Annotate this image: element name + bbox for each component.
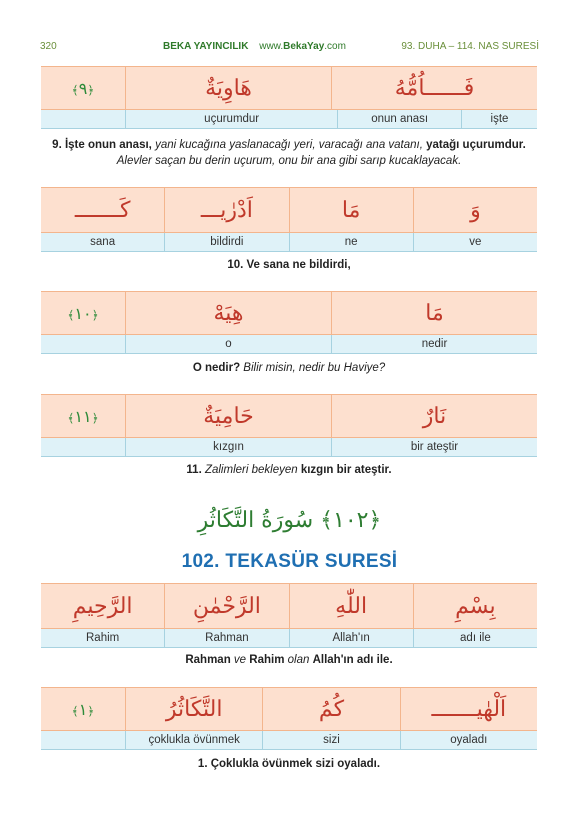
sura-title: 102. TEKASÜR SURESİ [181, 551, 398, 572]
translation-cell: bir ateştir [331, 438, 537, 456]
publisher-info [120, 41, 389, 52]
translation-cell: kızgın [125, 438, 331, 456]
verse-9-table [41, 66, 537, 129]
verse-number-cell [41, 292, 125, 334]
translation-cell: bildirdi [164, 233, 288, 251]
caption-run: Zalimleri bekleyen [201, 464, 301, 476]
translation-cell: adı ile [413, 629, 537, 647]
publisher-name: BEKA YAYINCILIK [163, 40, 249, 52]
arabic-word: فَــــــاُمُّهُ [394, 75, 475, 101]
arabic-word: مَا [425, 300, 444, 326]
translation-cell [41, 335, 125, 353]
caption-run: O nedir? [192, 362, 241, 374]
arabic-word: اَلْهٰيـــــــ [431, 696, 507, 722]
caption-run: Allah'ın adı ile. [312, 654, 393, 666]
arabic-word: هَاوِيَةٌ [205, 75, 252, 101]
caption-run: kızgın bir ateştir. [300, 464, 392, 476]
translation-cell: Rahim [86, 632, 120, 644]
caption-run: 9. İşte onun anası, [52, 139, 152, 151]
basmala-caption [41, 652, 537, 668]
verse-number-cell [41, 67, 125, 109]
page-header [40, 38, 539, 54]
caption-run: Rahim [249, 654, 285, 666]
caption-run: yatağı uçurumdur. [426, 139, 526, 151]
translation-cell [41, 731, 125, 749]
verse-number-cell [41, 395, 125, 437]
translation-cell: Rahman [164, 629, 288, 647]
translation-cell: sizi [262, 731, 399, 749]
verse-number: ﴿١﴾ [71, 699, 95, 719]
arabic-word: حَامِيَةٌ [203, 403, 254, 429]
translation-cell [41, 438, 125, 456]
verse-number: ﴿١٠﴾ [67, 303, 99, 323]
arabic-word: اللّٰهِ [335, 593, 368, 619]
verse-10b-table [41, 291, 537, 354]
arabic-word: كَـــــــ [74, 197, 131, 223]
translation-cell: oyaladı [400, 731, 537, 749]
caption-run: 11. [186, 464, 202, 476]
translation-cell: çoklukla övünmek [125, 731, 262, 749]
verse-9-caption [41, 137, 537, 169]
translation-cell: ne [289, 233, 413, 251]
arabic-word: الرَّحِيمِ [72, 593, 133, 619]
verse-10a-caption: 10. Ve sana ne bildirdi, [227, 259, 351, 271]
translation-cell: o [125, 335, 331, 353]
verse-10b-caption [41, 360, 537, 376]
arabic-word: بِسْمِ [455, 593, 496, 619]
verse-number-cell [41, 688, 125, 730]
verse-number: ﴿١١﴾ [67, 406, 99, 426]
arabic-word: التَّكَاثُرُ [165, 696, 223, 722]
arabic-word: كُمُ [318, 696, 345, 722]
arabic-word: نَارٌ [422, 403, 447, 429]
caption-run: olan [284, 654, 313, 666]
arabic-word: وَ [470, 197, 481, 223]
verse-1-table [41, 687, 537, 750]
translation-cell: sana [90, 236, 116, 248]
page-number: 320 [40, 40, 57, 52]
translation-cell: nedir [331, 335, 537, 353]
verse-number: ﴿٩﴾ [71, 78, 95, 98]
caption-run: Alevler saçan bu derin uçurum, onu bir ana gibi sarıp kucaklayacak. [116, 155, 462, 167]
translation-cell [41, 110, 125, 128]
translation-cell: Allah'ın [289, 629, 413, 647]
basmala-table [41, 583, 537, 648]
caption-run: Bilir misin, nedir bu Haviye? [240, 362, 386, 374]
arabic-word: مَا [341, 197, 361, 223]
arabic-word: الرَّحْمٰنِ [192, 593, 261, 619]
verse-11-caption [41, 462, 537, 478]
caption-run: Rahman [185, 654, 231, 666]
verse-11-table [41, 394, 537, 457]
caption-run: ve [230, 654, 250, 666]
arabic-word: اَدْرٰيـــ [200, 197, 253, 223]
translation-cell: uçurumdur [125, 110, 337, 128]
caption-run: yani kucağına yaslanacağı yeri, varacağı ana vatanı, [151, 139, 427, 151]
verse-1-caption: 1. Çoklukla övünmek sizi oyaladı. [197, 758, 381, 770]
chapter-range: 93. DUHA – 114. NAS SURESİ [401, 40, 539, 52]
arabic-word: هِيَهْ [213, 300, 244, 326]
translation-cell: ve [413, 233, 537, 251]
sura-arabic-title: ﴿١٠٢﴾ سُورَةُ التَّكَاثُرِ [197, 508, 382, 533]
publisher-website[interactable]: www.BekaYay.com [259, 40, 346, 52]
translation-cell: onun anası [337, 110, 461, 128]
verse-10a-table [41, 187, 537, 252]
translation-cell: işte [461, 110, 537, 128]
